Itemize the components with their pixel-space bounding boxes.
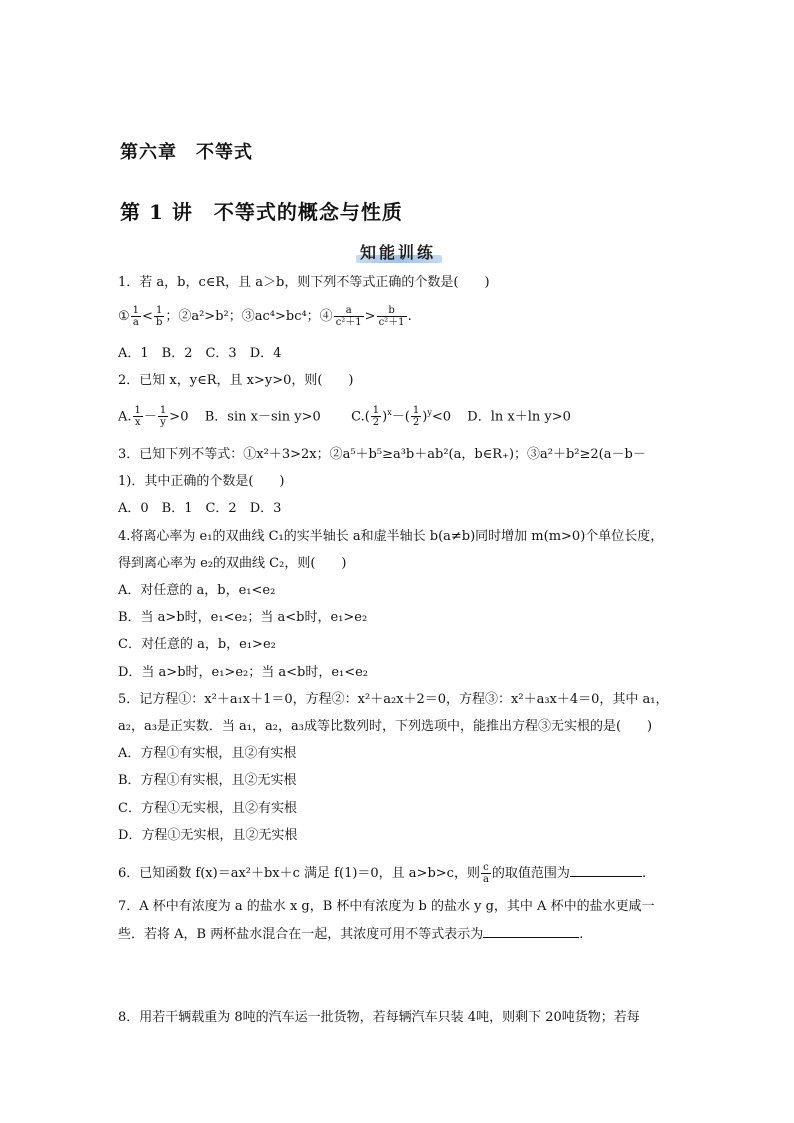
q2-fraction-1-over-y: $\frac{1}{y}$ [159,405,167,429]
q6-answer-blank[interactable] [570,876,642,877]
q3-line1: 3．已知下列不等式：①x²＋3>2x；②a⁵＋b⁵≥a³b＋ab²(a，b∈R₊)；③a²＋b²≥2(a－b－ [118,447,646,462]
q1-s1-label: ① [118,309,130,324]
q1-fraction-a-over-c2: $\frac{a}{\text{c²＋1}}$ [335,305,362,328]
q7-answer-blank[interactable] [483,937,579,938]
q4-option-c: C．对任意的 a，b，e₁>e₂ [118,637,276,652]
q3-line2: 1)．其中正确的个数是( ) [118,474,285,489]
q4-option-a: A．对任意的 a，b，e₁<e₂ [118,583,276,598]
q2-fraction-half-1: $\frac{1}{2}$ [372,405,380,429]
q1-fraction-1-over-a: $\frac{1}{a}$ [132,305,140,328]
q2-stem: 2．已知 x，y∈R，且 x>y>0，则( ) [118,373,354,388]
q5-option-b: B．方程①有实根，且②无实根 [118,773,297,788]
q5-option-a: A．方程①有实根，且②有实根 [118,746,297,761]
q4-line2: 得到离心率为 e₂的双曲线 C₂，则( ) [118,556,347,571]
q2-option-b: B．sin x－sin y>0 [204,409,321,425]
q1-statements: ① $\frac{1}{a}$ < $\frac{1}{b}$ ；②a²>b²；③ac⁴>bc⁴；④ $\frac{a}{\text{c²＋1}}$ > $\frac{b}{\text{c²＋1}}$ . [118,305,412,328]
q5-option-d: D．方程①无实根，且②无实根 [118,828,298,843]
chapter-title: 第六章 不等式 [120,142,253,163]
q1-options: A．1 B．2 C．3 D．4 [118,346,282,361]
q1-s2-s3: ；②a²>b²；③ac⁴>bc⁴；④ [165,309,333,324]
q6-line: 6．已知函数 f(x)＝ax²＋bx＋c 满足 f(1)＝0，且 a>b>c，则 $\frac{c}{a}$ 的取值范围为 . [118,862,647,885]
q4-option-b: B．当 a>b时，e₁<e₂；当 a<b时，e₁>e₂ [118,610,368,625]
q2-fraction-1-over-x: $\frac{1}{x}$ [134,405,141,429]
q6-fraction-c-over-a: $\frac{c}{a}$ [482,862,489,885]
q4-line1: 4.将离心率为 e₁的双曲线 C₁的实半轴长 a和虚半轴长 b(a≠b)同时增加 m(m>0)个单位长度， [118,529,664,544]
q4-option-d: D．当 a>b时，e₁>e₂；当 a<b时，e₁<e₂ [118,665,369,680]
q7-line2: 些．若将 A，B 两杯盐水混合在一起，其浓度可用不等式表示为 . [118,927,584,942]
q1-fraction-1-over-b: $\frac{1}{b}$ [155,305,163,328]
q1-fraction-b-over-c2: $\frac{b}{\text{c²＋1}}$ [378,305,405,328]
q2-option-d: D．ln x＋ln y>0 [467,409,571,425]
q2-options: A. $\frac{1}{x}$ － $\frac{1}{y}$ >0 B．sin x－sin y>0 C.( $\frac{1}{2}$ )$^x$－( $\frac{1}{2}$ )$^y$<0 D．ln x＋ln y>0 [118,405,571,429]
q8-line1: 8．用若干辆载重为 8吨的汽车运一批货物，若每辆汽车只装 4吨，则剩下 20吨货物；若每 [118,1010,640,1025]
q1-s1-op: < [142,309,153,324]
q1-stem: 1．若 a，b，c∈R，且 a＞b，则下列不等式正确的个数是( ) [118,275,490,290]
section-banner [352,242,444,264]
q5-option-c: C．方程①无实根，且②有实根 [118,801,297,816]
section-banner-text: 知能训练 [359,243,436,262]
q5-line2: a₂，a₃是正实数．当 a₁，a₂，a₃成等比数列时，下列选项中，能推出方程③无实根的是( ) [118,719,653,734]
q1-s4-op: > [364,309,376,324]
lecture-title: 第 1 讲 不等式的概念与性质 [120,200,403,224]
q7-line1: 7．A 杯中有浓度为 a 的盐水 x g，B 杯中有浓度为 b 的盐水 y g，其中 A 杯中的盐水更咸一 [118,899,655,914]
q2-fraction-half-2: $\frac{1}{2}$ [412,405,420,429]
q3-options: A．0 B．1 C．2 D．3 [118,501,282,516]
q5-line1: 5．记方程①：x²＋a₁x＋1＝0，方程②：x²＋a₂x＋2＝0，方程③：x²＋a₃x＋4＝0，其中 a₁， [118,692,669,707]
